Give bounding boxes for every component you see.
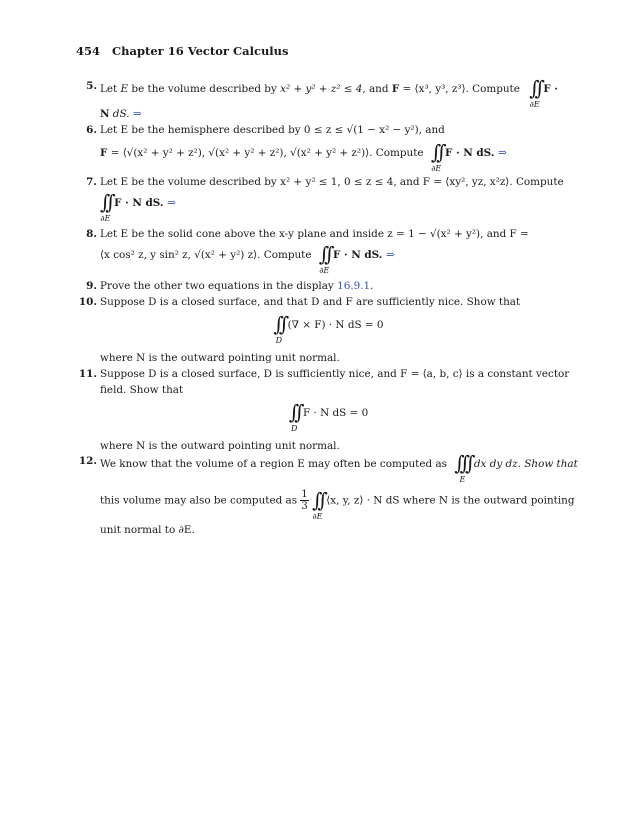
double-integral-symbol: ∫∫ ∂E — [100, 190, 111, 223]
problem-text: We know that the volume of a region E may often be computed as — [100, 458, 447, 470]
double-integral-symbol: ∫∫ ∂E — [529, 76, 541, 109]
problem-text: Let E be the solid cone above the x-y plane and inside z = 1 − √(x² + y²), and F = — [100, 228, 529, 240]
double-integral-symbol: ∫∫ D — [288, 400, 300, 433]
math-bold: F — [391, 83, 400, 95]
double-integral-symbol: ∫∫ ∂E — [430, 140, 442, 173]
double-integral-symbol: ∫∫ ∂E — [312, 487, 323, 521]
problem-12 — [77, 451, 578, 538]
problem-number: 9. — [86, 280, 97, 292]
display-equation — [100, 400, 557, 433]
problem-text: where N is the outward pointing unit normal. — [100, 440, 340, 452]
solution-link-arrow[interactable]: ⇒ — [497, 147, 507, 159]
math-expression: dx dy dz. Show that — [473, 458, 578, 470]
page-header — [76, 44, 289, 58]
problem-text: be the volume described by — [128, 83, 281, 95]
chapter-title: Chapter 16 Vector Calculus — [112, 44, 289, 58]
problem-5 — [77, 78, 557, 122]
problem-10 — [77, 294, 557, 366]
problem-number: 5. — [86, 80, 97, 92]
math-expression: x² + y² + z² ≤ 4 — [280, 83, 363, 95]
problem-6 — [77, 122, 557, 173]
problem-text: . — [370, 280, 374, 292]
math-expression: F · N dS. — [332, 249, 386, 261]
math-expression: ⟨x cos² z, y sin² z, √(x² + y²) z⟩. Compute — [100, 249, 312, 261]
equation-reference-link[interactable]: 16.9.1 — [337, 280, 371, 292]
problem-8 — [77, 226, 557, 275]
math-bold: N — [100, 108, 110, 120]
math-expression: F · N dS. — [444, 147, 498, 159]
problem-text: Let — [100, 83, 121, 95]
math-expression: dS. — [109, 108, 133, 120]
triple-integral-symbol: ∫∫∫ E — [454, 451, 471, 484]
page-number: 454 — [76, 44, 101, 58]
problem-number: 6. — [86, 124, 97, 136]
fraction-one-third: $\frac{1}{3}$ — [301, 489, 308, 512]
problem-number: 12. — [78, 455, 97, 467]
problem-number: 10. — [78, 296, 97, 308]
math-expression: (∇ × F) · N dS = 0 — [287, 319, 384, 331]
math-var: E — [120, 83, 129, 95]
problem-text: field. Show that — [100, 384, 184, 396]
problem-7 — [77, 174, 564, 223]
solution-link-arrow[interactable]: ⇒ — [132, 108, 142, 120]
math-expression: F · N dS = 0 — [302, 407, 369, 419]
problem-number: 11. — [78, 368, 97, 380]
display-equation — [100, 312, 557, 345]
double-integral-symbol: ∫∫ D — [273, 312, 285, 345]
problem-text: Let E be the volume described by x² + y² ≤ 1, 0 ≤ z ≤ 4, and F = ⟨xy², yz, x²z⟩. Compute — [100, 176, 564, 188]
problem-text: Suppose D is a closed surface, D is sufficiently nice, and F = ⟨a, b, c⟩ is a constant vector — [100, 368, 570, 380]
math-expression: = ⟨x³, y³, z³⟩. Compute — [399, 83, 520, 95]
double-integral-symbol: ∫∫ ∂E — [318, 242, 330, 275]
solution-link-arrow[interactable]: ⇒ — [385, 249, 395, 261]
problem-11 — [77, 366, 570, 454]
problem-text: Prove the other two equations in the display — [100, 280, 338, 292]
problem-text: , and — [362, 83, 392, 95]
problem-text: Suppose D is a closed surface, and that D and F are sufficiently nice. Show that — [100, 296, 521, 308]
math-expression: F · N dS. — [114, 197, 168, 209]
math-bold: F — [100, 147, 108, 159]
problem-9 — [77, 278, 557, 294]
math-expression: ⟨x, y, z⟩ · N dS where N is the outward pointing — [326, 494, 575, 507]
problem-text: Let E be the hemisphere described by 0 ≤ z ≤ √(1 − x² − y²), and — [100, 124, 445, 136]
math-expression: F · — [543, 83, 558, 95]
problem-number: 8. — [86, 228, 97, 240]
problem-number: 7. — [86, 176, 97, 188]
problem-text: this volume may also be computed as — [100, 494, 298, 507]
problem-text: unit normal to ∂E. — [100, 524, 195, 536]
solution-link-arrow[interactable]: ⇒ — [167, 197, 176, 209]
math-expression: = ⟨√(x² + y² + z²), √(x² + y² + z²), √(x² + y² + z²)⟩. Compute — [107, 147, 424, 159]
problem-text: where N is the outward pointing unit normal. — [100, 352, 340, 364]
